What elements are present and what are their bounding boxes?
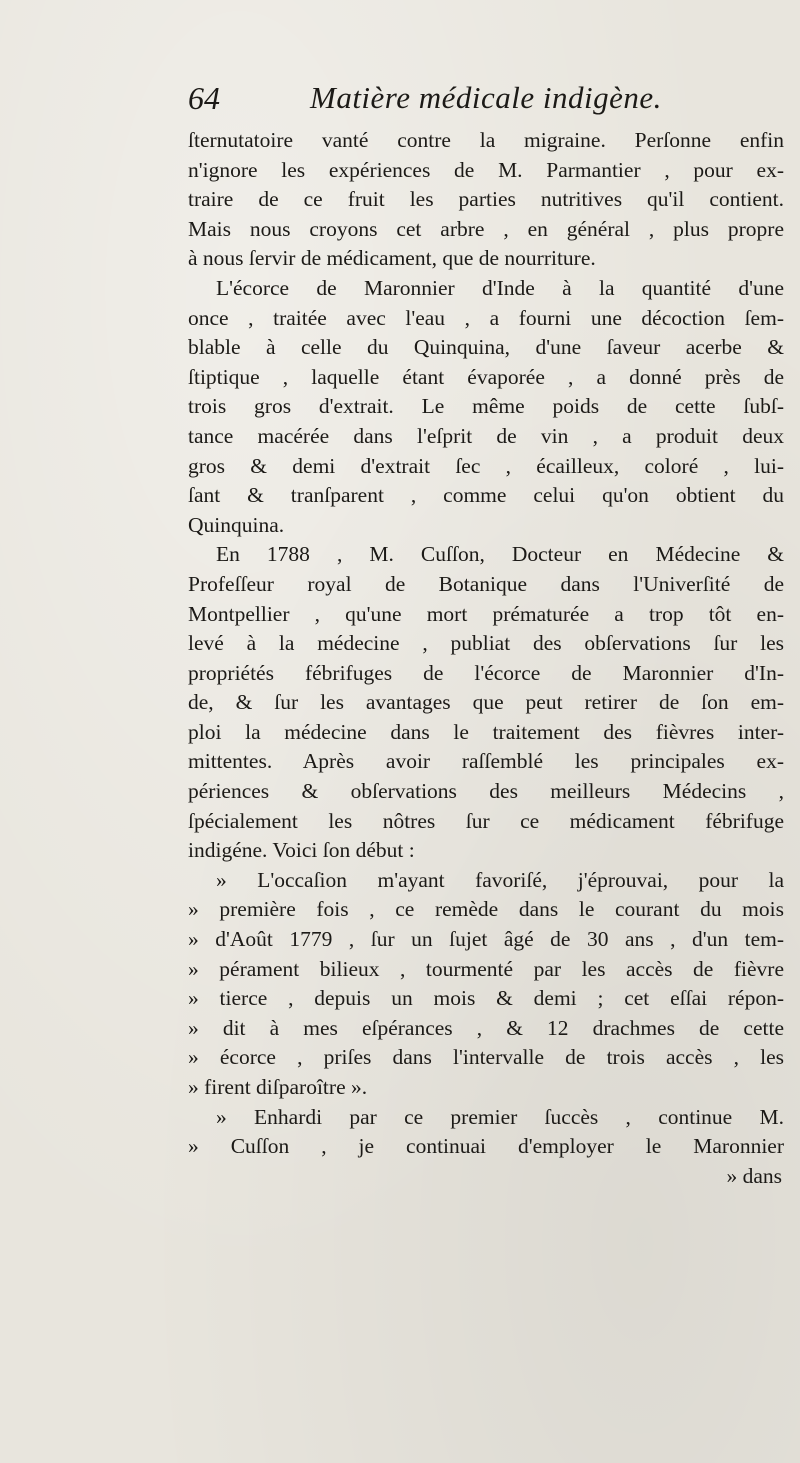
quoted-line: » première fois , ce remède dans le courant du mois [188, 897, 784, 922]
text-line: traire de ce fruit les parties nutritives qu'il contient. [188, 187, 784, 212]
body-text [188, 126, 784, 1162]
text-line: Mais nous croyons cet arbre , en général , plus propre [188, 216, 784, 241]
quoted-line: » pérament bilieux , tourmenté par les accès de fièvre [188, 956, 784, 981]
quoted-line: » d'Août 1779 , ſur un ſujet âgé de 30 ans , d'un tem- [188, 927, 784, 952]
text-line: ploi la médecine dans le traitement des fièvres inter- [188, 719, 784, 744]
quoted-line: » L'occaſion m'ayant favoriſé, j'éprouvai, pour la [216, 867, 784, 892]
quoted-line: » écorce , priſes dans l'intervalle de trois accès , les [188, 1045, 784, 1070]
text-line: indigéne. Voici ſon début : [188, 838, 415, 863]
page-number: 64 [188, 80, 220, 116]
text-line: En 1788 , M. Cuſſon, Docteur en Médecine & [216, 542, 784, 567]
text-line: ſpécialement les nôtres ſur ce médicament fébrifuge [188, 808, 784, 833]
text-line: à nous ſervir de médicament, que de nourriture. [188, 246, 596, 271]
text-line: Montpellier , qu'une mort prématurée a trop tôt en- [188, 601, 784, 626]
text-line: blable à celle du Quinquina, d'une ſaveur acerbe & [188, 335, 784, 360]
quoted-line: » firent diſparoître ». [188, 1075, 368, 1099]
text-line: mittentes. Après avoir raſſemblé les principales ex- [188, 749, 784, 774]
text-line: ſtiptique , laquelle étant évaporée , a donné près de [188, 364, 784, 389]
text-line: périences & obſervations des meilleurs Médecins , [188, 779, 784, 804]
text-line: propriétés fébrifuges de l'écorce de Maronnier d'In- [188, 660, 784, 685]
text-line: Profeſſeur royal de Botanique dans l'Univerſité de [188, 571, 784, 596]
page-content [188, 80, 784, 1191]
text-line: ſant & tranſparent , comme celui qu'on obtient du [188, 483, 784, 508]
text-line: trois gros d'extrait. Le même poids de cette ſubſ- [188, 394, 784, 419]
text-line: de, & ſur les avantages que peut retirer de ſon em- [188, 690, 784, 715]
text-line: Quinquina. [188, 512, 285, 537]
quoted-line: » Cuſſon , je continuai d'employer le Maronnier [188, 1134, 784, 1159]
text-line: L'écorce de Maronnier d'Inde à la quantité d'une [216, 275, 784, 300]
text-line: once , traitée avec l'eau , a fourni une décoction ſem- [188, 305, 784, 330]
running-title: Matière médicale indigène. [310, 80, 662, 115]
text-line: n'ignore les expériences de M. Parmantier , pour ex- [188, 157, 784, 182]
text-line: gros & demi d'extrait ſec , écailleux, coloré , lui- [188, 453, 784, 478]
quoted-line: » tierce , depuis un mois & demi ; cet eſſai répon- [188, 986, 784, 1011]
quoted-line: » Enhardi par ce premier ſuccès , continue M. [216, 1104, 784, 1129]
text-line: tance macérée dans l'eſprit de vin , a produit deux [188, 423, 784, 448]
text-line: ſternutatoire vanté contre la migraine. Perſonne enfin [188, 128, 784, 152]
text-line: levé à la médecine , publiat des obſervations ſur les [188, 631, 784, 656]
page-header [188, 80, 784, 126]
quoted-line: » dit à mes eſpérances , & 12 drachmes de cette [188, 1015, 784, 1040]
catchword: » dans [726, 1163, 782, 1188]
